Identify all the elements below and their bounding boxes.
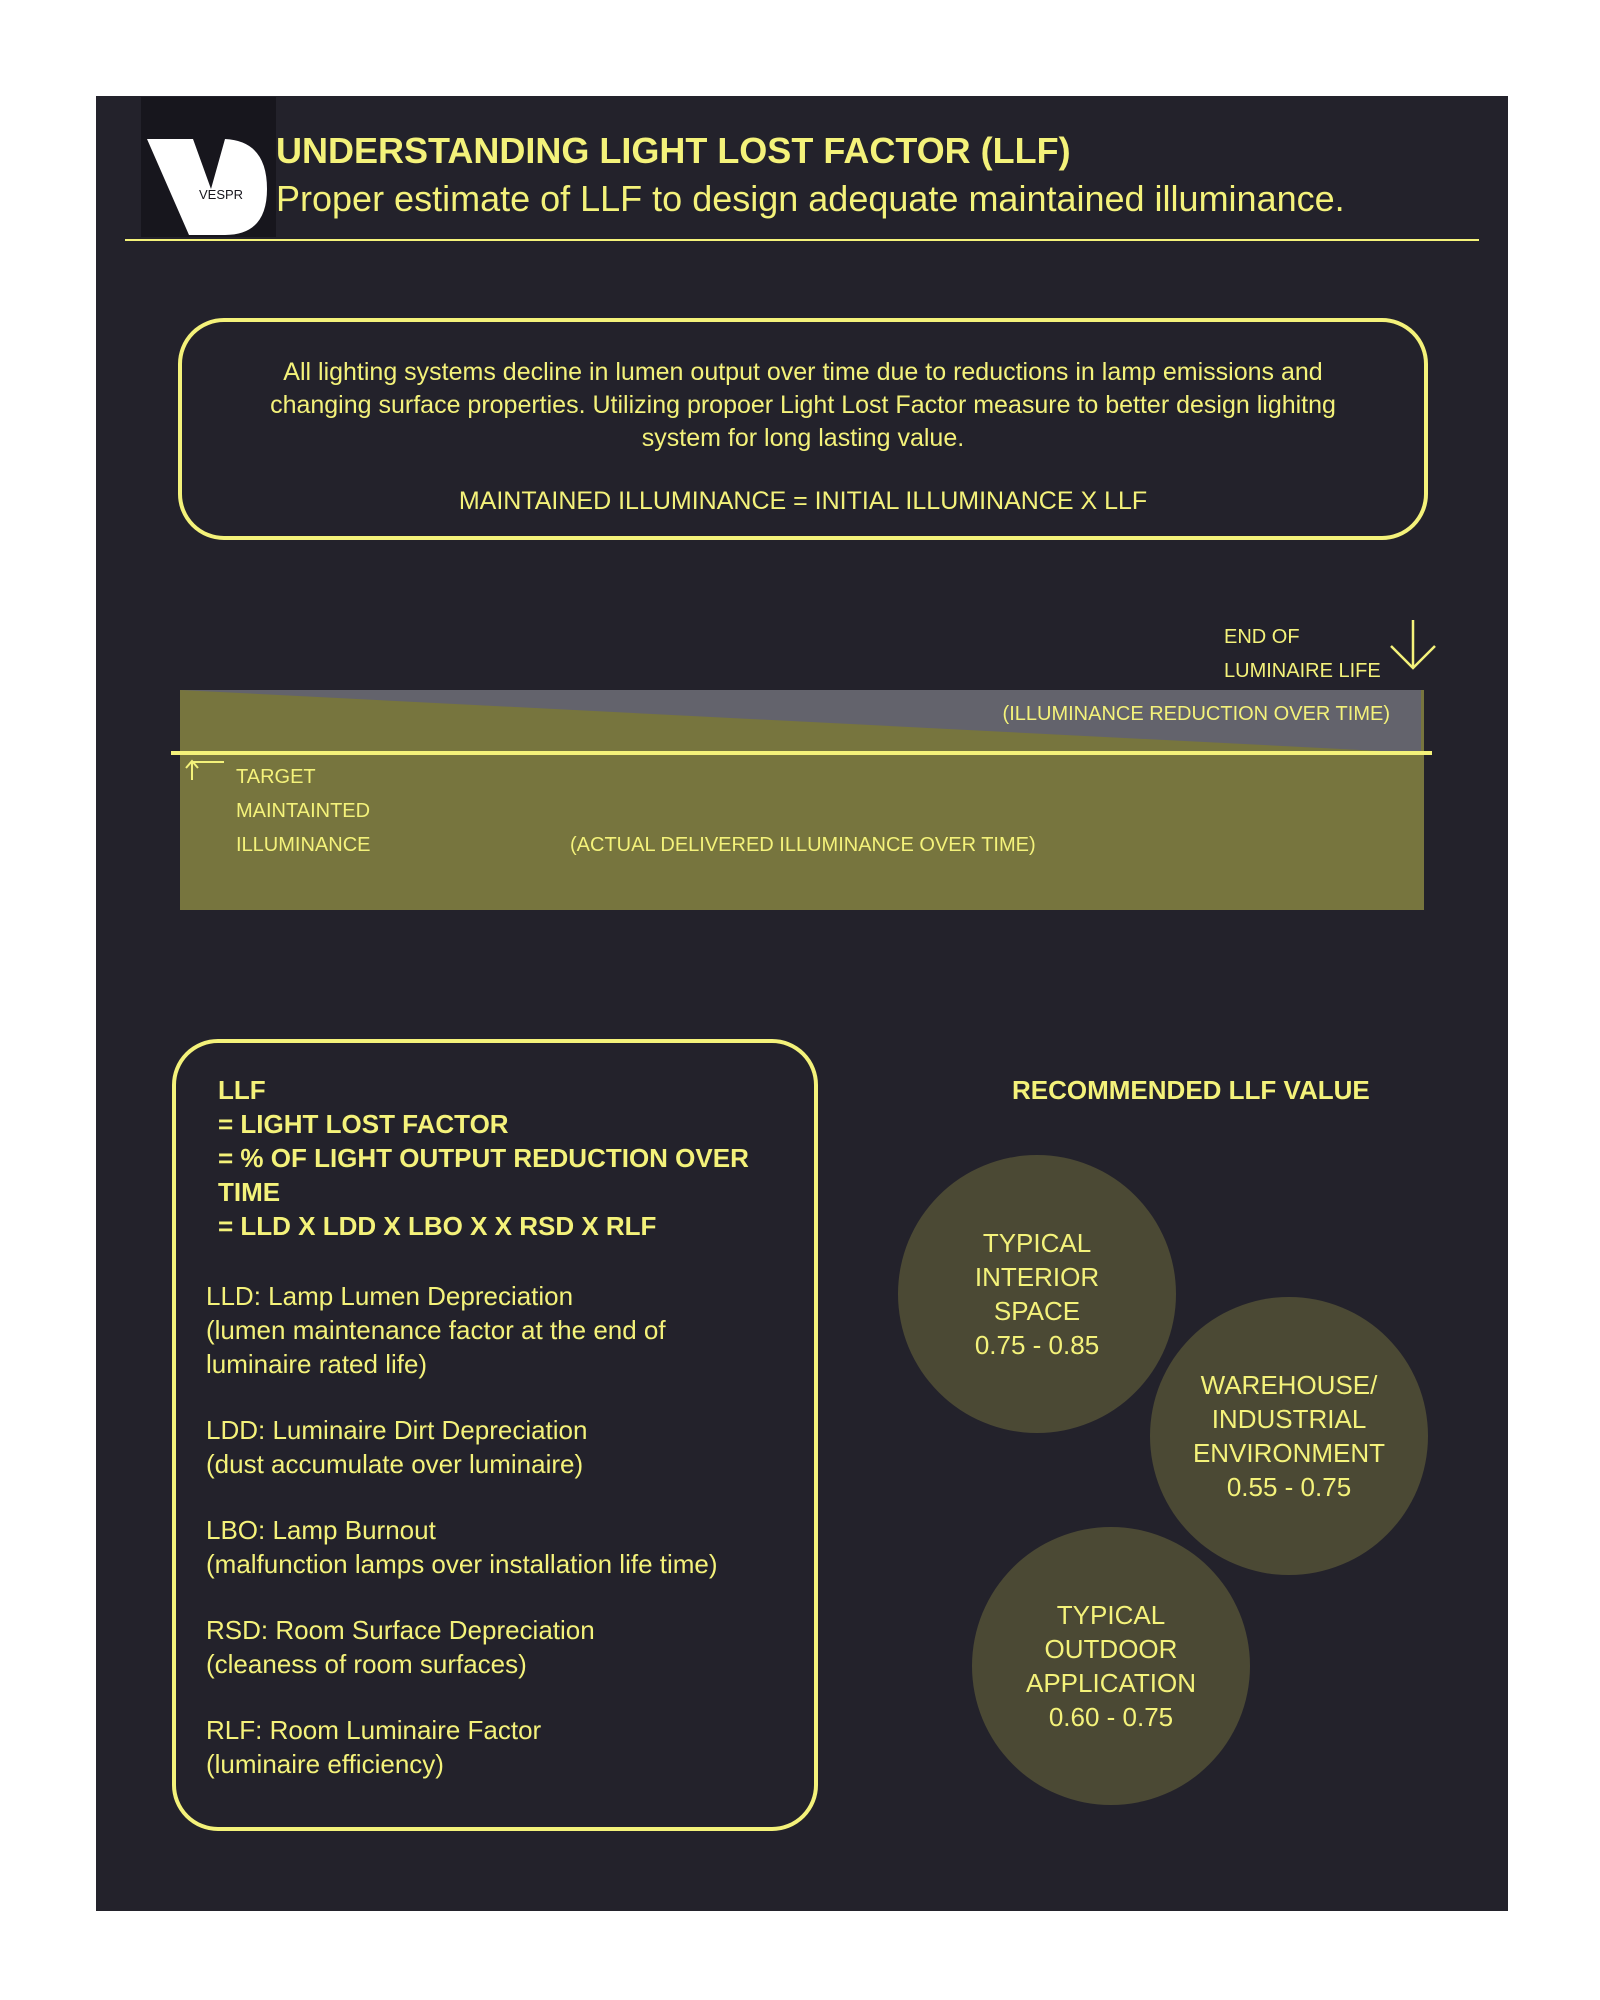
definition-desc: (lumen maintenance factor at the end of (206, 1315, 666, 1345)
llf-heading-line: = LIGHT LOST FACTOR (218, 1109, 509, 1139)
circle-range: 0.55 - 0.75 (1226, 1472, 1352, 1502)
circle-range: 0.60 - 0.75 (1048, 1702, 1174, 1732)
llf-definitions (206, 1279, 718, 1813)
llf-definition-box (172, 1039, 818, 1831)
warehouse-industrial-circle (1150, 1297, 1428, 1575)
llf-heading-line: LLF (218, 1075, 266, 1105)
end-of-life-label (1224, 620, 1381, 688)
outdoor-application-circle (972, 1527, 1250, 1805)
definition-item (206, 1413, 718, 1481)
definition-item (206, 1513, 718, 1581)
circle-line: TYPICAL (1056, 1600, 1166, 1630)
circle-line: INTERIOR (974, 1262, 1100, 1292)
intro-line: system for long lasting value. (641, 424, 965, 452)
end-label-line: END OF (1224, 626, 1300, 648)
illuminance-formula: MAINTAINED ILLUMINANCE = INITIAL ILLUMINANCE X LLF (458, 487, 1148, 515)
target-label-line: ILLUMINANCE (236, 834, 371, 856)
intro-box (178, 318, 1428, 540)
definition-desc: (dust accumulate over luminaire) (206, 1449, 584, 1479)
circle-range: 0.75 - 0.85 (974, 1330, 1100, 1360)
definition-term: RSD: Room Surface Depreciation (206, 1615, 595, 1645)
definition-item (206, 1279, 718, 1381)
llf-heading-line: = % OF LIGHT OUTPUT REDUCTION OVER TIME (218, 1143, 749, 1207)
illuminance-diagram (168, 685, 1443, 915)
definition-desc: luminaire rated life) (206, 1349, 428, 1379)
recommended-title: RECOMMENDED LLF VALUE (1012, 1075, 1370, 1105)
circle-line: ENVIRONMENT (1192, 1438, 1386, 1468)
circle-line: APPLICATION (1025, 1668, 1196, 1698)
interior-space-circle (898, 1155, 1176, 1433)
intro-line: All lighting systems decline in lumen output over time due to reductions in lamp emissions and (283, 358, 1323, 386)
logo-text: VESPR (199, 187, 244, 202)
definition-desc: (luminaire efficiency) (206, 1749, 444, 1779)
circle-line: SPACE (993, 1296, 1081, 1326)
page-subtitle: Proper estimate of LLF to design adequate maintained illuminance. (276, 178, 1345, 219)
target-label-line: MAINTAINTED (236, 800, 371, 822)
definition-desc: (cleaness of room surfaces) (206, 1649, 527, 1679)
circle-line: WAREHOUSE/ (1200, 1370, 1378, 1400)
end-label-line: LUMINAIRE LIFE (1224, 660, 1381, 682)
reduction-label: (ILLUMINANCE REDUCTION OVER TIME) (1002, 703, 1390, 725)
definition-term: RLF: Room Luminaire Factor (206, 1715, 542, 1745)
circle-line: OUTDOOR (1044, 1634, 1178, 1664)
definition-term: LBO: Lamp Burnout (206, 1515, 436, 1545)
header-divider (125, 239, 1479, 241)
definition-desc: (malfunction lamps over installation life time) (206, 1549, 718, 1579)
page-title: UNDERSTANDING LIGHT LOST FACTOR (LLF) (276, 130, 1071, 171)
logo-mark-icon (141, 97, 276, 237)
arrow-down-icon (1385, 618, 1441, 674)
circle-line: INDUSTRIAL (1211, 1404, 1367, 1434)
definition-item (206, 1713, 718, 1781)
definition-term: LDD: Luminaire Dirt Depreciation (206, 1415, 588, 1445)
llf-heading (218, 1073, 814, 1243)
intro-line: changing surface properties. Utilizing propoer Light Lost Factor measure to better design lighitng (270, 391, 1336, 419)
delivered-label: (ACTUAL DELIVERED ILLUMINANCE OVER TIME) (570, 834, 1036, 856)
definition-item (206, 1613, 718, 1681)
llf-heading-line: = LLD X LDD X LBO X X RSD X RLF (218, 1211, 657, 1241)
target-label-line: TARGET (236, 766, 316, 788)
circle-line: TYPICAL (982, 1228, 1092, 1258)
vespr-logo (141, 97, 276, 237)
definition-term: LLD: Lamp Lumen Depreciation (206, 1281, 574, 1311)
